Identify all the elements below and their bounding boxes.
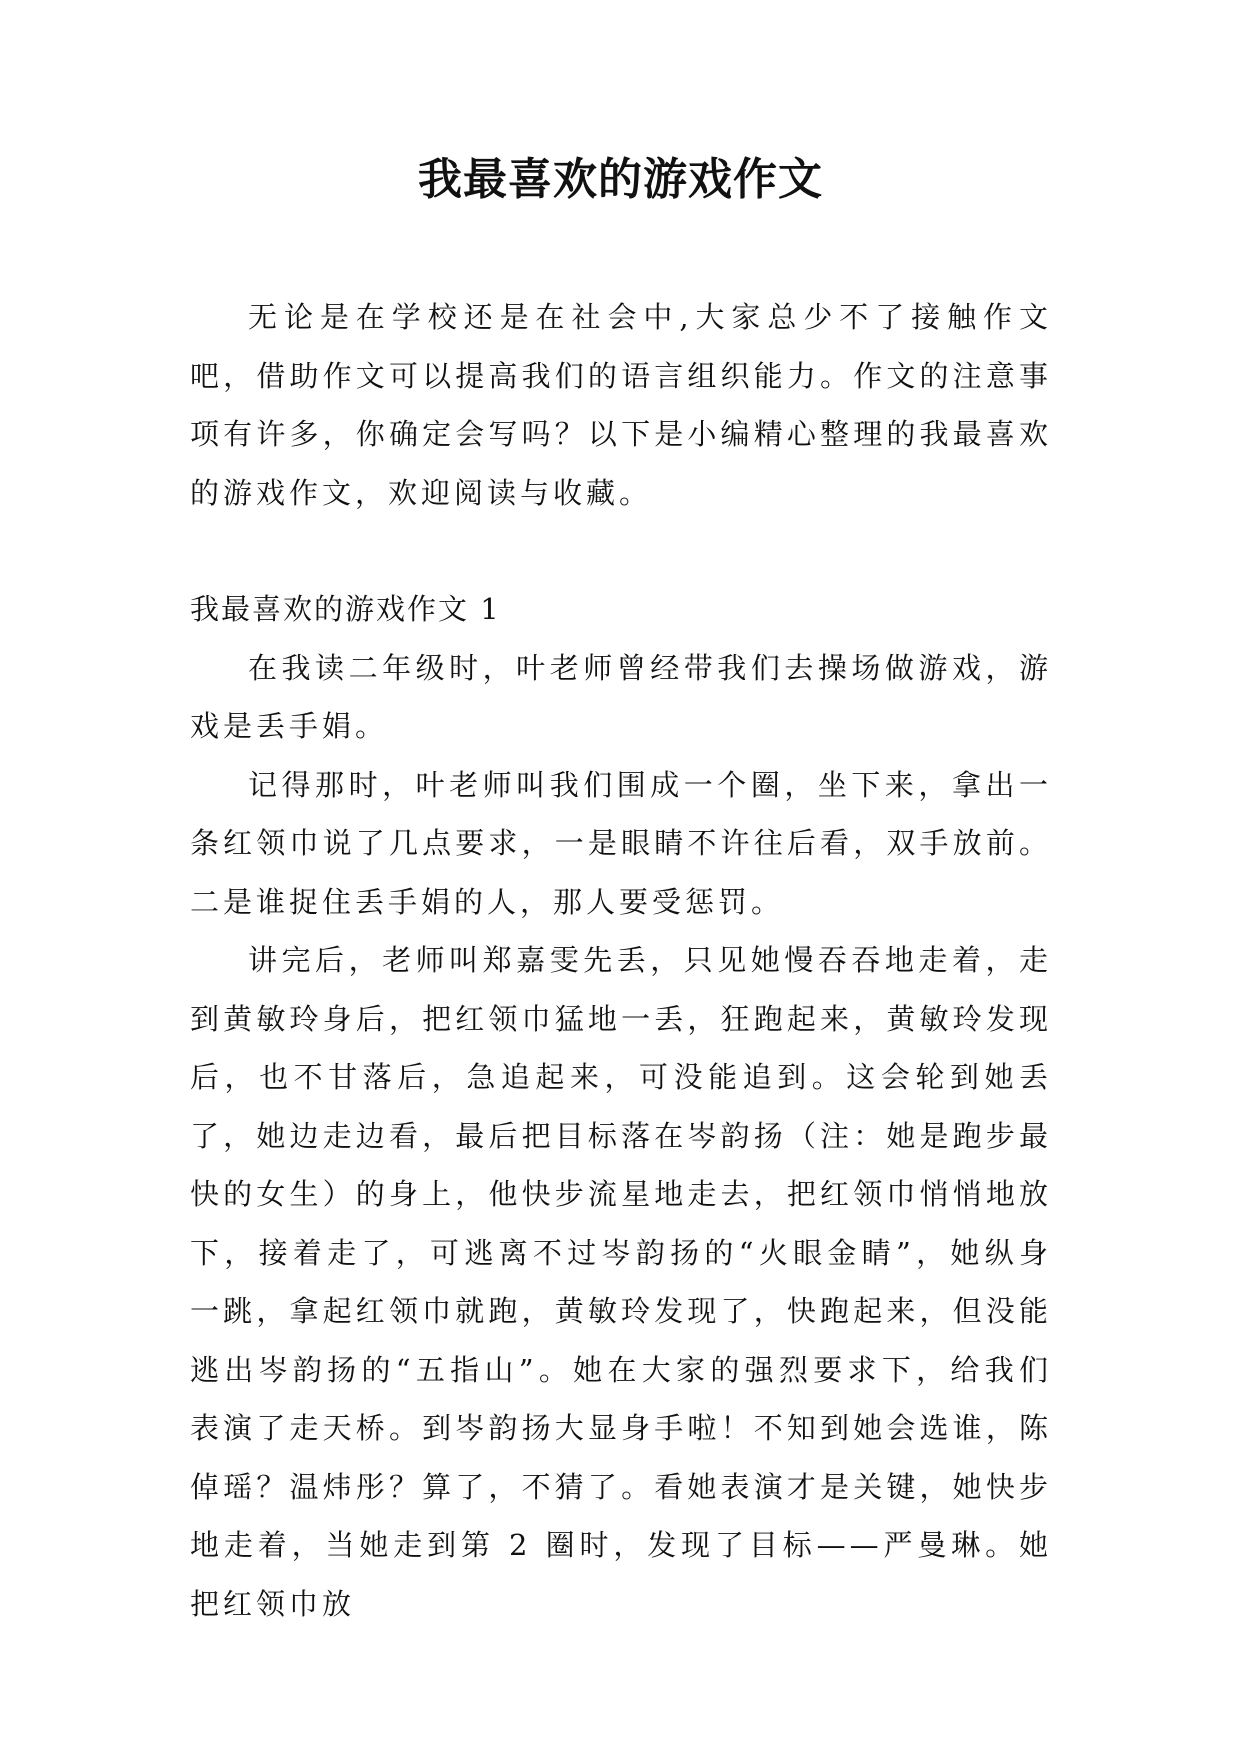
- document-title: 我最喜欢的游戏作文: [418, 154, 823, 205]
- intro-block: [190, 288, 1052, 522]
- essay-section: [190, 580, 1052, 1633]
- section-paragraph-1: 在我读二年级时，叶老师曾经带我们去操场做游戏，游戏是丢手娟。: [190, 650, 1052, 743]
- intro-paragraph: 无论是在学校还是在社会中,大家总少不了接触作文吧，借助作文可以提高我们的语言组织能力。作文的注意事项有许多，你确定会写吗？以下是小编精心整理的我最喜欢的游戏作文，欢迎阅读与收藏。: [190, 300, 1052, 510]
- section-paragraph-3: 讲完后，老师叫郑嘉雯先丢，只见她慢吞吞地走着，走到黄敏玲身后，把红领巾猛地一丢，狂跑起来，黄敏玲发现后，也不甘落后，急追起来，可没能追到。这会轮到她丢了，她边走边看，最后把目标落在岑韵扬（注：她是跑步最快的女生）的身上，他快步流星地走去，把红领巾悄悄地放下，接着走了，可逃离不过岑韵扬的“火眼金睛”，她纵身一跳，拿起红领巾就跑，黄敏玲发现了，快跑起来，但没能逃出岑韵扬的“五指山”。她在大家的强烈要求下，给我们表演了走天桥。到岑韵扬大显身手啦！不知到她会选谁，陈倬瑶？温炜彤？算了，不猜了。看她表演才是关键，她快步地走着，当她走到第 2 圈时，发现了目标——严曼琳。她把红领巾放: [190, 943, 1052, 1621]
- section-paragraph-2: 记得那时，叶老师叫我们围成一个圈，坐下来，拿出一条红领巾说了几点要求，一是眼睛不许往后看，双手放前。二是谁捉住丢手娟的人，那人要受惩罚。: [190, 767, 1052, 919]
- section-heading: 我最喜欢的游戏作文 1: [190, 592, 501, 626]
